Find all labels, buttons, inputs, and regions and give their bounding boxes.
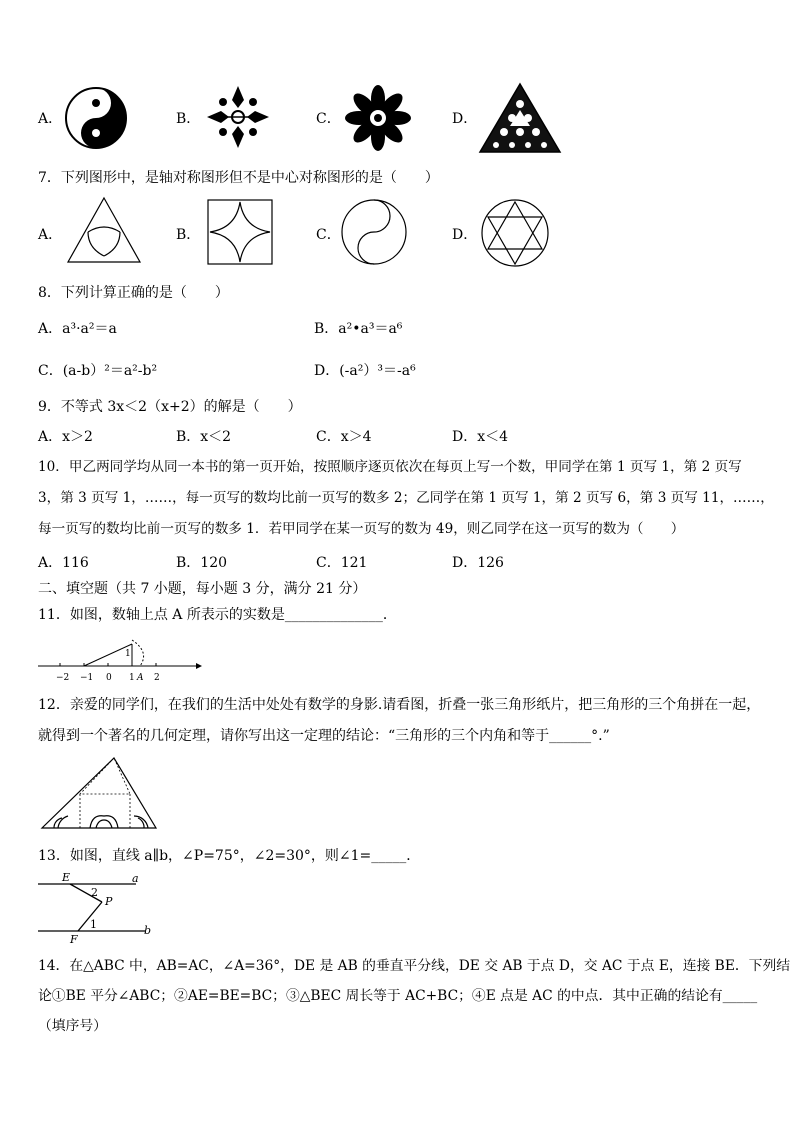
q7-option-c-label: C． bbox=[316, 227, 341, 243]
triangle-with-arcs-icon bbox=[66, 196, 142, 264]
q10-option-b: B．120 bbox=[176, 555, 228, 571]
q9-option-a: A．x＞2 bbox=[38, 429, 93, 445]
pinwheel-flower-icon bbox=[342, 84, 414, 152]
q8-option-c: C．(a-b）²＝a²-b² bbox=[38, 363, 158, 379]
patterned-triangle-icon bbox=[478, 82, 562, 154]
q10-option-c: C．121 bbox=[316, 555, 368, 571]
q8-option-a: A．a³·a²＝a bbox=[38, 321, 117, 337]
tick-label-neg2: −2 bbox=[56, 673, 70, 682]
folded-triangle-figure bbox=[40, 756, 160, 832]
q9-option-b: B．x＜2 bbox=[176, 429, 232, 445]
angle-2-label: 2 bbox=[91, 886, 98, 899]
parallel-lines-figure bbox=[36, 868, 158, 946]
number-line-figure bbox=[36, 634, 202, 682]
line-b-label: b bbox=[144, 924, 152, 937]
lotus-ornament-icon bbox=[203, 82, 273, 152]
point-p-label: P bbox=[105, 895, 113, 908]
q8-stem: 8．下列计算正确的是（ ） bbox=[38, 285, 229, 301]
point-f-label: F bbox=[70, 933, 78, 946]
tick-label-neg1: −1 bbox=[80, 673, 94, 682]
angle-1-label: 1 bbox=[90, 918, 97, 931]
square-with-star-icon bbox=[206, 198, 274, 266]
q8-option-d: D．(-a²）³＝-a⁶ bbox=[314, 363, 416, 379]
q6-option-b-label: B． bbox=[176, 111, 201, 127]
q10-option-a: A．116 bbox=[38, 555, 89, 571]
q11-stem: 11．如图，数轴上点 A 所表示的实数是______________． bbox=[38, 607, 397, 623]
q10-line-1: 10．甲乙两同学均从同一本书的第一页开始，按照顺序逐页依次在每页上写一个数，甲同学在第 1 页写 1，第 2 页写 bbox=[38, 459, 742, 475]
point-a-label: A bbox=[137, 673, 144, 682]
q6-option-d-label: D． bbox=[452, 111, 478, 127]
q7-stem: 7．下列图形中，是轴对称图形但不是中心对称图形的是（ ） bbox=[38, 170, 439, 186]
line-a-label: a bbox=[132, 872, 139, 885]
q7-option-d-label: D． bbox=[452, 227, 478, 243]
tick-label-1: 1 bbox=[129, 673, 135, 682]
q8-option-b: B．a²•a³＝a⁶ bbox=[314, 321, 403, 337]
circle-s-curve-icon bbox=[340, 198, 408, 266]
height-label-1: 1 bbox=[125, 649, 131, 659]
q6-option-a-label: A． bbox=[38, 111, 63, 127]
q10-line-2: 3，第 3 页写 1，……，每一页写的数均比前一页写的数多 2；乙同学在第 1 页写 1，第 2 页写 6，第 3 页写 11，……， bbox=[38, 490, 774, 506]
section-2-heading: 二、填空题（共 7 小题，每小题 3 分，满分 21 分） bbox=[38, 581, 367, 597]
yin-yang-icon bbox=[64, 86, 128, 150]
star-of-david-in-circle-icon bbox=[480, 198, 550, 268]
q14-line-2: 论①BE 平分∠ABC；②AE=BE=BC；③△BEC 周长等于 AC+BC；④E 点是 AC 的中点．其中正确的结论有_____ bbox=[38, 988, 758, 1004]
q9-option-c: C．x＞4 bbox=[316, 429, 372, 445]
q10-line-3: 每一页写的数均比前一页写的数多 1．若甲同学在某一页写的数为 49，则乙同学在这一页写的数为（ ） bbox=[38, 521, 685, 537]
q7-option-b-label: B． bbox=[176, 227, 201, 243]
q12-line-1: 12．亲爱的同学们，在我们的生活中处处有数学的身影.请看图，折叠一张三角形纸片，把三角形的三个角拼在一起， bbox=[38, 697, 761, 713]
q12-line-2: 就得到一个著名的几何定理，请你写出这一定理的结论：“三角形的三个内角和等于______°.” bbox=[38, 728, 610, 744]
q14-line-3: （填序号） bbox=[38, 1018, 107, 1034]
tick-label-0: 0 bbox=[106, 673, 112, 682]
q10-option-d: D．126 bbox=[452, 555, 504, 571]
point-e-label: E bbox=[62, 871, 71, 884]
q13-stem: 13．如图，直线 a∥b，∠P=75°，∠2=30°，则∠1=_____． bbox=[38, 848, 421, 864]
q9-option-d: D．x＜4 bbox=[452, 429, 509, 445]
q9-stem: 9．不等式 3x＜2（x+2）的解是（ ） bbox=[38, 399, 302, 415]
tick-label-2: 2 bbox=[154, 673, 160, 682]
q6-option-c-label: C． bbox=[316, 111, 341, 127]
q14-line-1: 14．在△ABC 中，AB=AC，∠A=36°，DE 是 AB 的垂直平分线，DE 交 AB 于点 D，交 AC 于点 E，连接 BE．下列结 bbox=[38, 958, 791, 974]
q7-option-a-label: A． bbox=[38, 227, 63, 243]
